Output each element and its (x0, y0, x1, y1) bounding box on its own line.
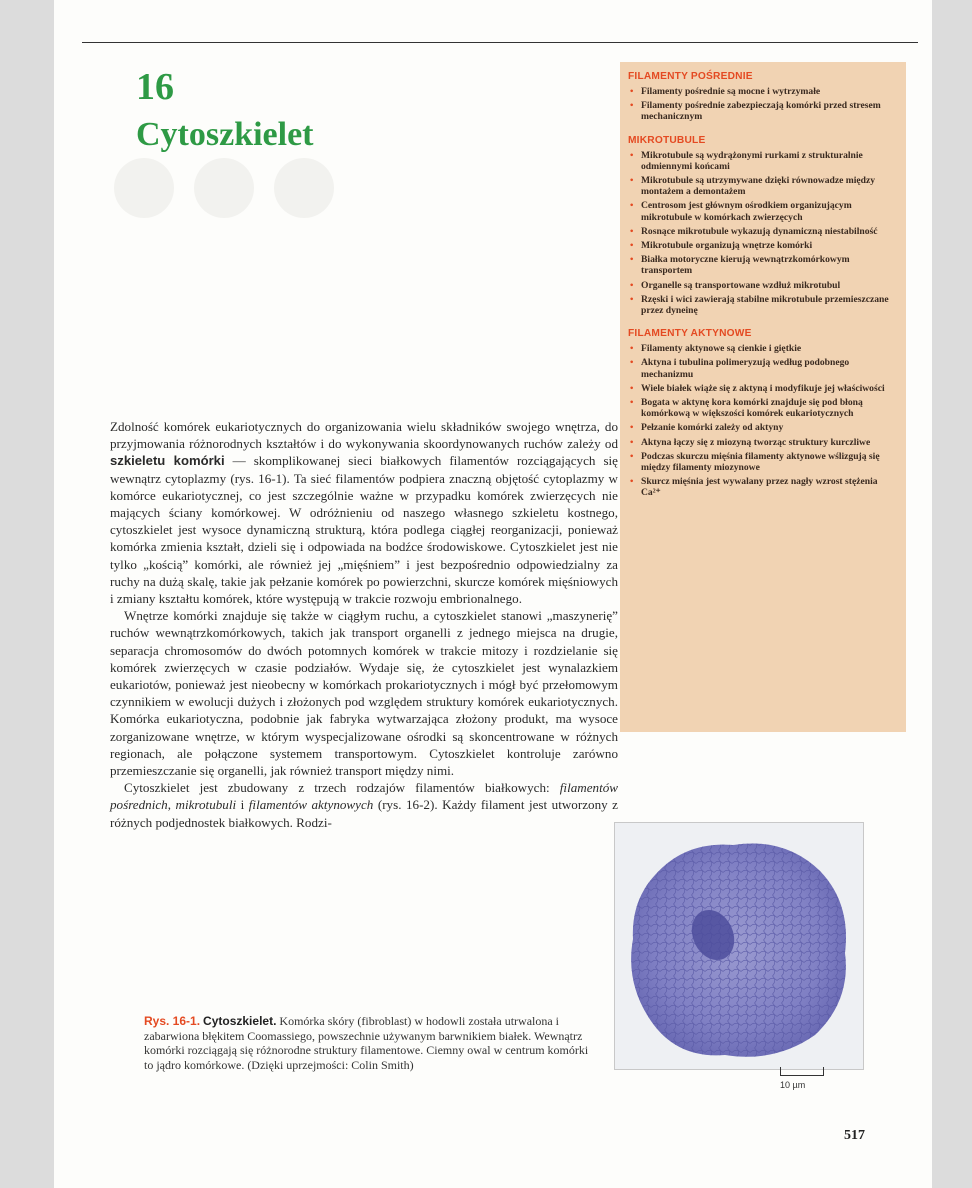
outline-item: • Podczas skurczu mięśnia filamenty aktynowe wślizgują się między filamenty miozynowe (630, 450, 880, 474)
outline-item: • Skurcz mięśnia jest wywalany przez nagły wzrost stężenia Ca²⁺ (630, 476, 878, 499)
outline-section (620, 319, 906, 498)
chapter-outline-sidebar (620, 62, 906, 732)
figure-caption (144, 1014, 592, 1072)
outline-heading: FILAMENTY POŚREDNIE (628, 71, 753, 82)
page (54, 0, 932, 1188)
text-run: — skomplikowanej sieci białkowych filamentów rozciągających się wewnątrz cytoplazmy (rys. 16-1). Ta sieć filamentów podpiera znaczną objętość cytoplazmy w komórce eukariotycznej, co jest szczególnie ważne w przypadku komórek zwierzęcych nie mających ściany komórkowej. W odróżnieniu od naszego własnego szkieletu kostnego, cytoszkielet jest wysoce dynamiczną strukturą, która podlega ciągłej reorganizacji, ponieważ komórka zmienia kształt, dzieli się i odpowiada na bodźce środowiskowe. Cytoszkielet jest nie tylko „kością” komórki, ale również jej „mięśniem” i jest bezpośrednio odpowiedzialny za ruchy na dużą skalę, takie jak pełzanie komórek po powierzchni, skurcze komórek mięśniowych i zmiany kształtu komórek, które występują w trakcie rozwoju embrionalnego. (110, 453, 618, 607)
outline-heading: MIKROTUBULE (628, 134, 706, 146)
outline-item: • Białka motoryczne kierują wewnątrzkomórkowym transportem (630, 254, 850, 277)
outline-item-text: Rzęski i wici zawierają stabilne mikrotubule przemieszczane przez dyneinę (641, 293, 889, 317)
scale-bar-label: 10 µm (780, 1080, 806, 1090)
outline-item: • Rosnące mikrotubule wykazują dynamiczną niestabilność (630, 225, 878, 237)
text-run: Zdolność komórek eukariotycznych do organizowania wielu składników swojego wnętrza, do przyjmowania różnorodnych kształtów i do wykonywania skoordynowanych ruchów zależy od (110, 419, 618, 452)
outline-item: • Centrosom jest głównym ośrodkiem organizującym mikrotubule w komórkach zwierzęcych (630, 200, 852, 223)
page-number: 517 (844, 1128, 865, 1143)
outline-item: • Bogata w aktynę kora komórki znajduje się pod błoną komórkową w większości komórek eukariotycznych (630, 397, 863, 420)
fibroblast-micrograph (614, 822, 864, 1070)
outline-item: • Aktyna łączy się z miozyną tworząc struktury kurczliwe (630, 436, 871, 448)
outline-item-text: Aktyna i tubulina polimeryzują według podobnego mechanizmu (641, 357, 850, 380)
figure-label: Rys. 16-1. (144, 1014, 201, 1028)
paragraph-2: Wnętrze komórki znajduje się także w ciągłym ruchu, a cytoszkielet stanowi „maszynerię” ruchów wewnątrzkomórkowych, takich jak transport organelli z jednego miejsca na drugie, separacja chromosomów do dwóch potomnych komórek w trakcie mitozy i rozdzielanie się komórek zwierzęcych w czasie podziałów. Wydaje się, że cytoszkielet jest wynalazkiem eukariotów, ponieważ jest nieobecny w komórkach prokariotycznych i mógł być przełomowym czynnikiem w ewolucji dużych i złożonych pod względem struktury komórek eukariotycznych. Komórka eukariotyczna, podobnie jak fabryka wytwarzająca złożony produkt, ma wysoce zorganizowane wnętrze, w którym wyspecjalizowane ośrodki są skoncentrowane w różnych regionach, ale połączone systemem transportowym. Cytoszkielet kontroluje zarówno przemieszczanie się organelli, jak również transport między nimi. (110, 608, 618, 779)
italic-term: filamentów pośrednich (110, 780, 618, 813)
outline-item: • Mikrotubule są wydrążonymi rurkami z strukturalnie odmiennymi końcami (630, 149, 863, 172)
outline-item-text: Białka motoryczne kierują wewnątrzkomórkowym transportem (641, 254, 850, 277)
outline-item-text: Filamenty pośrednie zabezpieczają komórki przed stresem mechanicznym (641, 100, 881, 123)
text-run: Cytoszkielet jest zbudowany z trzech rodzajów filamentów białkowych: (124, 780, 560, 796)
outline-item: • Wiele białek wiąże się z aktyną i modyfikuje jej właściwości (630, 382, 885, 394)
outline-item: • Mikrotubule są utrzymywane dzięki równowadze między montażem a demontażem (630, 175, 876, 198)
text-run: , (167, 797, 176, 813)
outline-item-text: Aktyna łączy się z miozyną tworząc struktury kurczliwe (641, 436, 871, 448)
outline-item-text: Podczas skurczu mięśnia filamenty aktynowe wślizgują się między filamenty miozynowe (641, 450, 880, 474)
cell-illustration (615, 823, 863, 1069)
italic-term: filamentów aktynowych (248, 797, 374, 813)
outline-item: • Mikrotubule organizują wnętrze komórki (630, 240, 813, 252)
outline-item-text: Filamenty pośrednie są mocne i wytrzymałe (641, 86, 821, 97)
chapter-title: Cytoszkielet (136, 116, 314, 153)
outline-item-text: Organelle są transportowane wzdłuż mikrotubul (641, 279, 841, 291)
outline-item-text: Pełzanie komórki zależy od aktyny (641, 422, 784, 434)
outline-item-text: Mikrotubule są wydrążonymi rurkami z strukturalnie odmiennymi końcami (641, 149, 863, 172)
bleed-through-mark (274, 158, 334, 218)
paragraph-3 (110, 779, 618, 831)
scale-bar (780, 1067, 824, 1076)
body-text (110, 418, 618, 831)
outline-section (620, 62, 906, 123)
outline-item-text: Wiele białek wiąże się z aktyną i modyfikuje jej właściwości (641, 382, 885, 394)
outline-item: • Aktyna i tubulina polimeryzują według podobnego mechanizmu (630, 357, 850, 380)
outline-item-text: Skurcz mięśnia jest wywalany przez nagły wzrost stężenia Ca²⁺ (641, 476, 878, 499)
outline-item: • Filamenty pośrednie są mocne i wytrzymałe (630, 86, 821, 97)
outline-item-text: Bogata w aktynę kora komórki znajduje się pod błoną komórkową w większości komórek eukariotycznych (641, 397, 863, 420)
outline-item: • Filamenty aktynowe są cienkie i giętkie (630, 343, 802, 355)
filament-network (631, 843, 846, 1056)
figure-title: Cytoszkielet. (203, 1014, 277, 1028)
italic-term: mikrotubuli (175, 797, 237, 813)
outline-item-text: Mikrotubule są utrzymywane dzięki równowadze między montażem a demontażem (641, 175, 876, 198)
outline-item-text: Mikrotubule organizują wnętrze komórki (641, 240, 813, 252)
figure-caption-text: Komórka skóry (fibroblast) w hodowli została utrwalona i zabarwiona błękitem Coomassiego, powszechnie używanym barwnikiem białek. Wewnątrz komórki rozciągają się różnorodne struktury filamentowe. Ciemny owal w centrum komórki to jądro komórkowe. (Dzięki uprzejmości: Colin Smith) (144, 1014, 589, 1072)
outline-heading: FILAMENTY AKTYNOWE (628, 328, 752, 340)
outline-item: • Filamenty pośrednie zabezpieczają komórki przed stresem mechanicznym (630, 100, 881, 123)
outline-item-text: Filamenty aktynowe są cienkie i giętkie (641, 343, 802, 355)
bleed-through-mark (194, 158, 254, 218)
bleed-through-mark (114, 158, 174, 218)
outline-item: • Organelle są transportowane wzdłuż mikrotubul (630, 279, 841, 291)
text-run: (rys. 16-2). Każdy filament jest utworzony z różnych podjednostek białkowych. Rodzi- (110, 797, 618, 830)
chapter-number: 16 (136, 66, 174, 108)
outline-item-text: Rosnące mikrotubule wykazują dynamiczną niestabilność (641, 225, 878, 237)
outline-item-text: Centrosom jest głównym ośrodkiem organizującym mikrotubule w komórkach zwierzęcych (641, 200, 852, 223)
outline-section (620, 126, 906, 317)
outline-item: • Pełzanie komórki zależy od aktyny (630, 422, 784, 434)
bold-term: szkieletu komórki (110, 453, 225, 469)
top-rule (82, 42, 918, 43)
outline-item: • Rzęski i wici zawierają stabilne mikrotubule przemieszczane przez dyneinę (630, 293, 889, 317)
paragraph-1 (110, 418, 618, 607)
text-run: i (236, 797, 249, 813)
